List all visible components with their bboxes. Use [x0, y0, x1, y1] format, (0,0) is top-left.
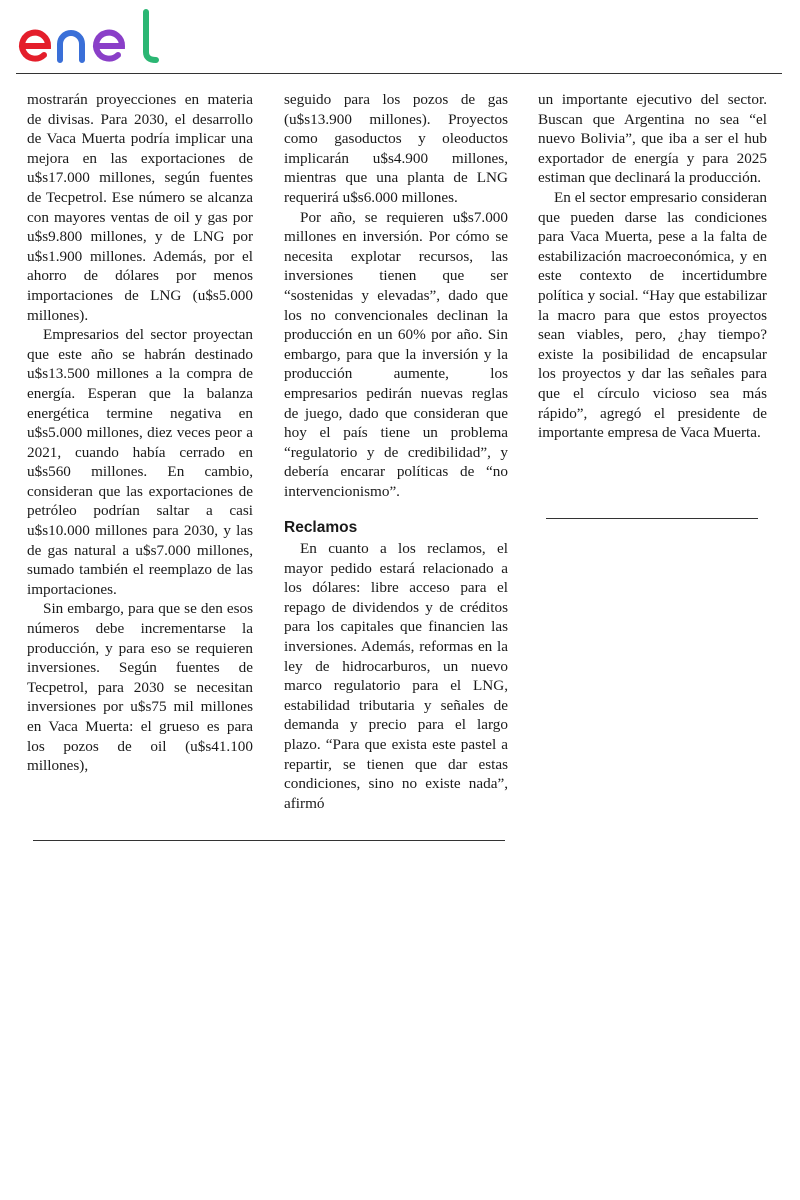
paragraph: Empresarios del sector proyectan que este año se habrán destinado u$s13.500 millones a la compra de energía. Esperan que la balanza energética termine negativa en u$s5.000 millones, diez veces peor a 2021, cuando había cerrado en u$s560 millones. En cambio, consideran que las exportaciones de petróleo podrían saltar a casi u$s10.000 millones para 2030, y las de gas natural a u$s7.000 millones, sumado también el reemplazo de las importaciones. — [27, 326, 253, 598]
column-end-rule — [546, 518, 758, 519]
paragraph: Por año, se requieren u$s7.000 millones en inversión. Por cómo se necesita explotar recursos, las inversiones tienen que ser “sostenidas y elevadas”, dado que los no convencionales declinan la producción en un 60% por año. Sin embargo, para que la inversión y la producción aumente, los empresarios pedirán nuevas reglas de juego, dado que consideran que hoy el país tiene un problema “regulatorio y de credibilidad”, y debería encarar políticas de “no intervencionismo”. — [284, 208, 508, 500]
section-subheading: Reclamos — [284, 519, 358, 537]
paragraph: un importante ejecutivo del sector. Buscan que Argentina no sea “el nuevo Bolivia”, que iba a ser el hub exportador de energía y para 2025 estiman que declinará la producción. — [538, 91, 767, 187]
paragraph: En cuanto a los reclamos, el mayor pedido estará relacionado a los dólares: libre acceso para el repago de dividendos y de créditos para los capitales que financien las inversiones. Además, reformas en la ley de hidrocarburos, un nuevo marco regulatorio para el LNG, estabilidad tributaria y señales de demanda y precio para el largo plazo. “Para que exista este pastel a repartir, se tienen que dar estas condiciones, sino no existe nada”, afirmó — [284, 540, 508, 812]
article-column-1 — [27, 90, 253, 776]
article-column-2 — [284, 90, 508, 830]
paragraph: seguido para los pozos de gas (u$s13.900 millones). Proyectos como gasoductos y oleoductos implicarán u$s4.900 millones, mientras que una planta de LNG requerirá u$s6.000 millones. — [284, 91, 508, 206]
article-column-3 — [538, 90, 767, 443]
article-bottom-rule — [33, 840, 505, 841]
paragraph: mostrarán proyecciones en materia de divisas. Para 2030, el desarrollo de Vaca Muerta podría implicar una mejora en las exportaciones de u$s17.000 millones, según fuentes de Tecpetrol. Ese número se alcanza con mayores ventas de oil y gas por u$s9.800 millones, y de LNG por u$s1.900 millones. Además, por el ahorro de dólares por menos importaciones de LNG (u$s5.000 millones). — [27, 91, 253, 324]
header-rule — [16, 73, 782, 74]
paragraph: Sin embargo, para que se den esos números debe incrementarse la producción, y para eso se requieren inversiones. Según fuentes de Tecpetrol, para 2030 se necesitan inversiones por u$s75 mil millones en Vaca Muerta: el grueso es para los pozos de oil (u$s41.100 millones), — [27, 600, 253, 775]
paragraph: En el sector empresario consideran que pueden darse las condiciones para Vaca Muerta, pese a la falta de estabilización macroeconómica, y en este contexto de incertidumbre política y social. “Hay que estabilizar la macro para que estos proyectos sean viables, pero, ¿hay tiempo? existe la posibilidad de encapsular los proyectos y dar las señales para que el círculo vicioso sea más rápido”, agregó el presidente de importante empresa de Vaca Muerta. — [538, 188, 767, 442]
enel-logo — [16, 8, 171, 66]
